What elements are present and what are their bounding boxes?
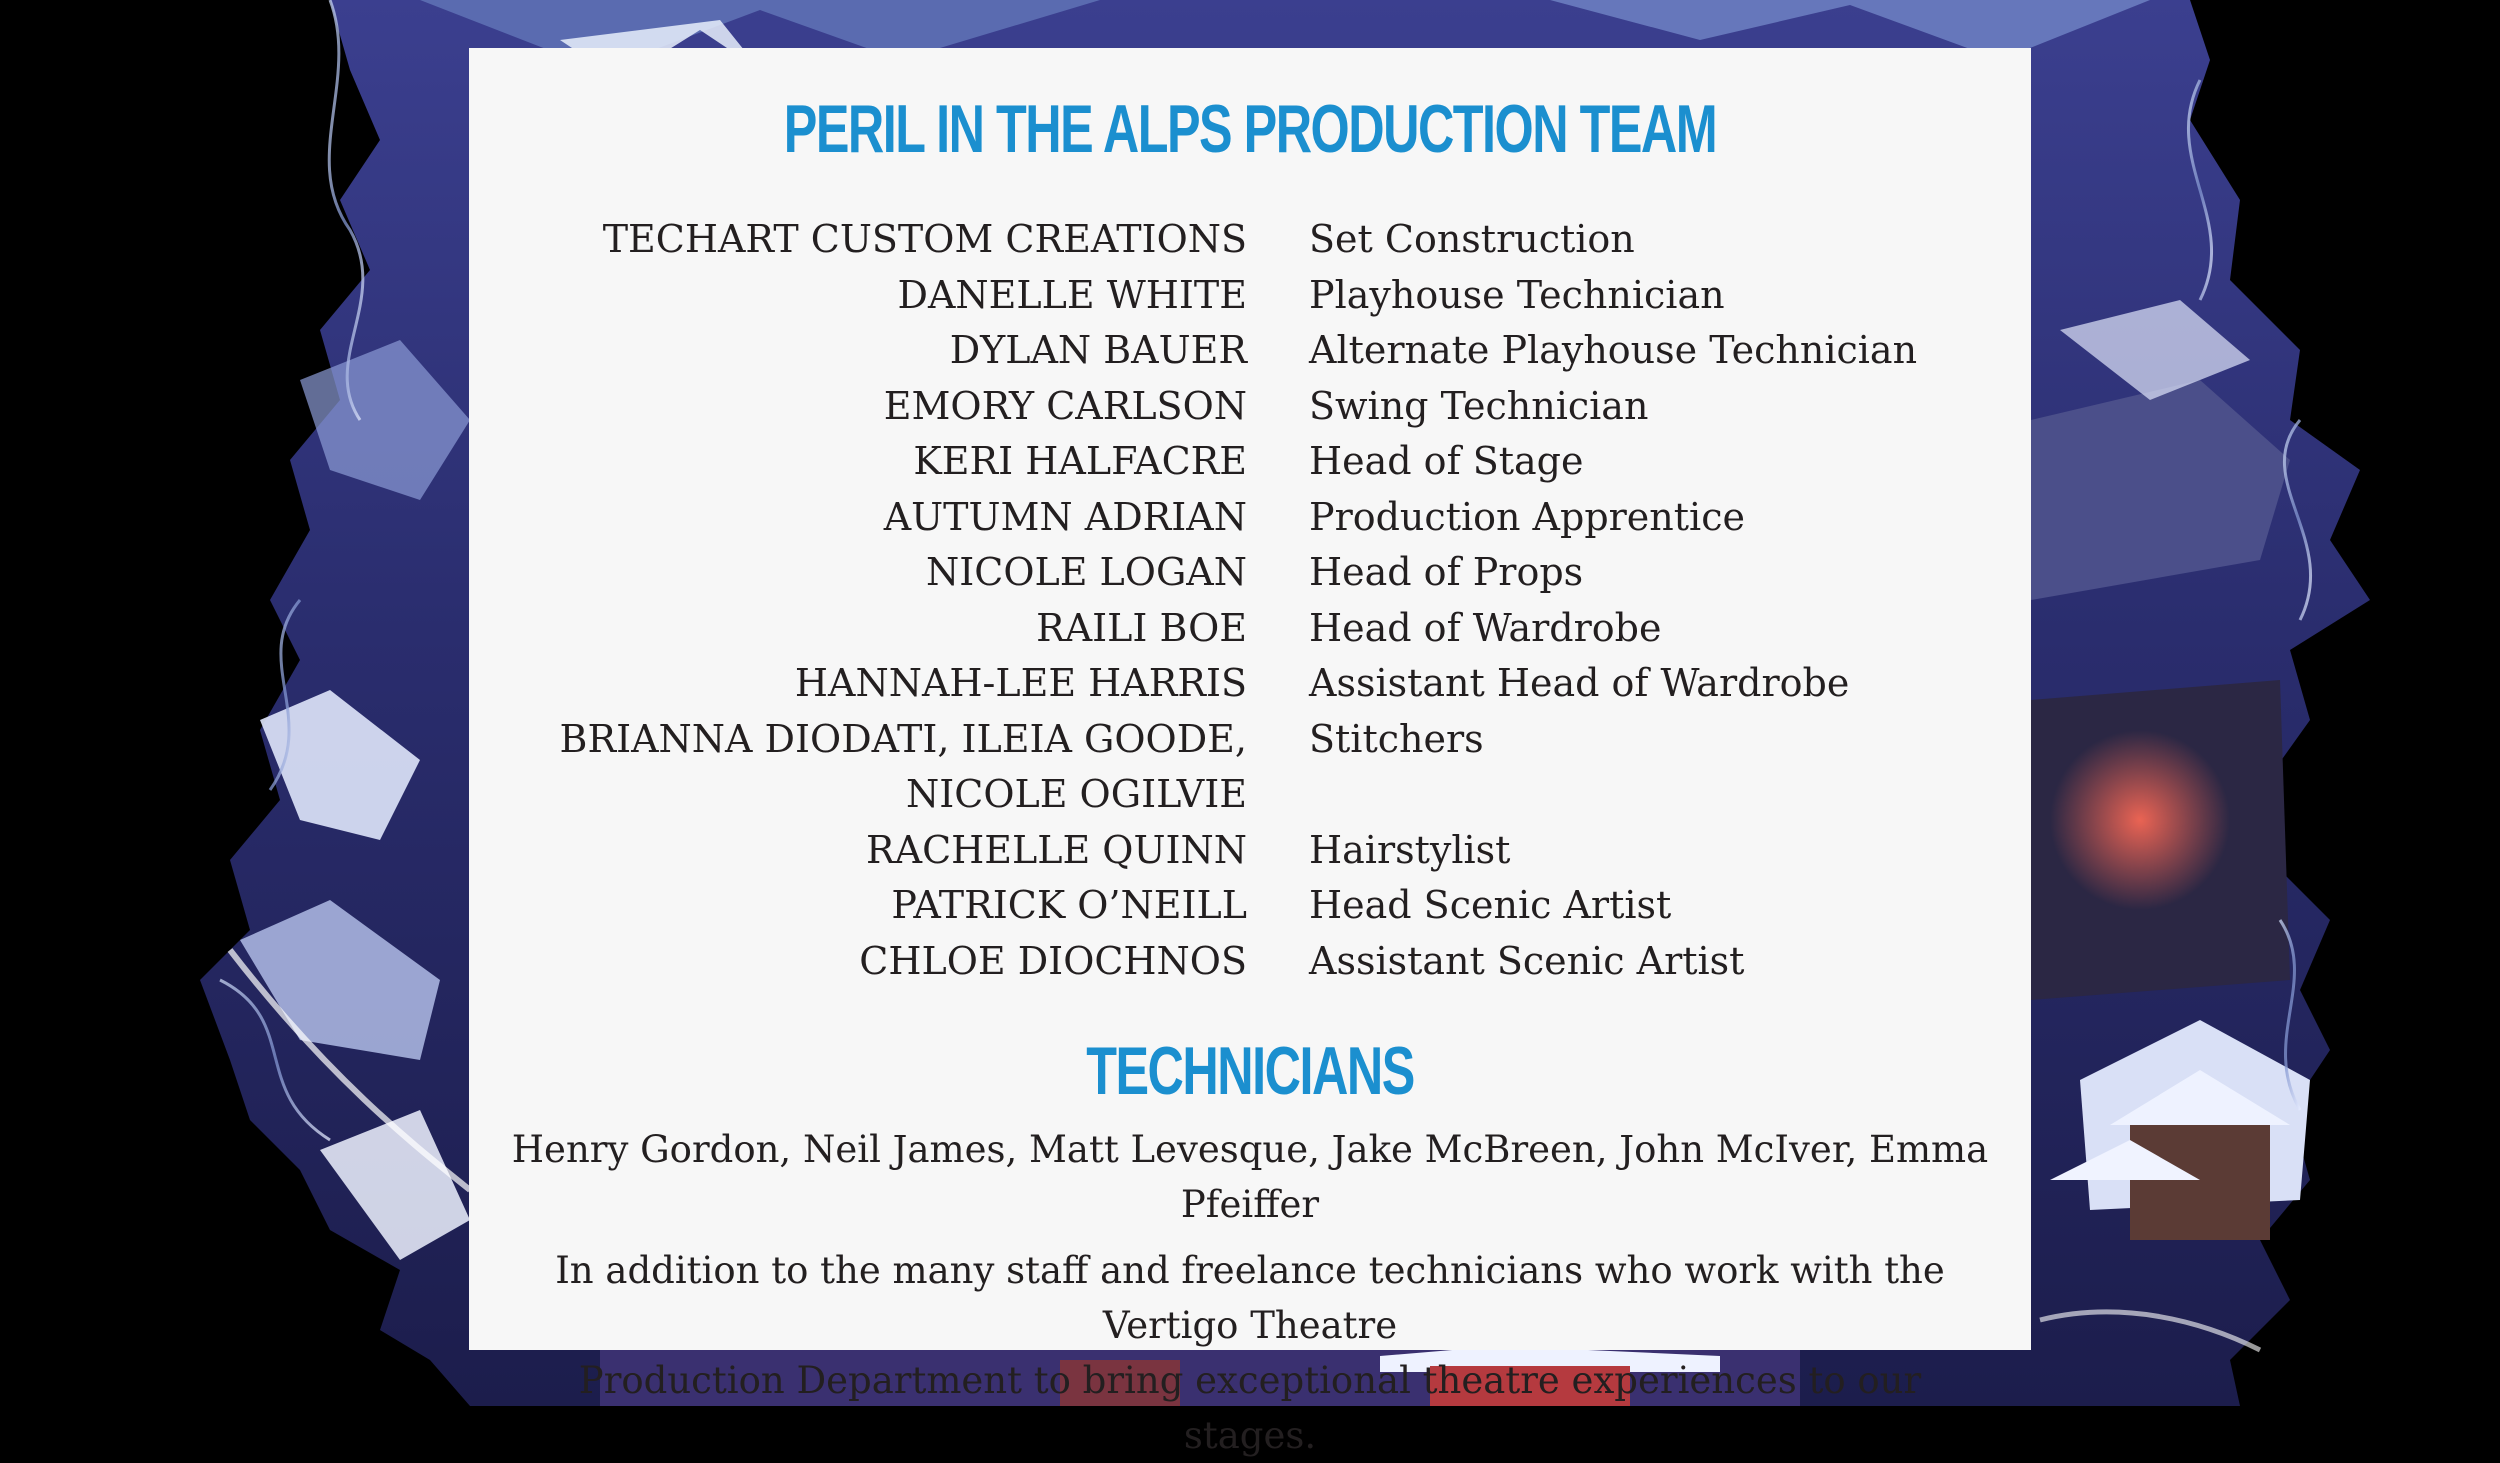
team-member-role: Head Scenic Artist — [1309, 883, 1672, 927]
team-row — [469, 767, 2031, 823]
team-member-name: NICOLE LOGAN — [926, 550, 1247, 594]
team-member-name: NICOLE OGILVIE — [906, 772, 1247, 816]
team-row — [469, 268, 2031, 324]
team-row — [469, 545, 2031, 601]
team-row — [469, 323, 2031, 379]
team-member-name: EMORY CARLSON — [883, 383, 1247, 428]
team-row — [469, 878, 2031, 934]
team-row — [469, 934, 2031, 990]
team-member-name: DYLAN BAUER — [949, 328, 1247, 372]
team-member-name: PATRICK O’NEILL — [891, 883, 1247, 927]
credits-card — [469, 48, 2031, 1457]
team-row — [469, 823, 2031, 879]
team-member-role: Assistant Scenic Artist — [1309, 938, 1745, 983]
team-member-name: BRIANNA DIODATI, ILEIA GOODE, — [559, 716, 1247, 761]
team-member-role: Swing Technician — [1309, 383, 1649, 428]
team-member-name: RACHELLE QUINN — [866, 827, 1247, 872]
thanks-note — [529, 1243, 1971, 1463]
production-team-heading: PERIL IN THE ALPS PRODUCTION TEAM — [783, 91, 1717, 167]
team-member-name: RAILI BOE — [1036, 605, 1247, 650]
team-member-role: Head of Stage — [1309, 439, 1584, 483]
team-member-role: Assistant Head of Wardrobe — [1309, 661, 1850, 705]
team-member-role: Production Apprentice — [1309, 494, 1745, 539]
technicians-names: Henry Gordon, Neil James, Matt Levesque, Jake McBreen, John McIver, Emma Pfeiffer — [511, 1128, 1989, 1226]
team-row — [469, 212, 2031, 268]
technicians-heading: TECHNICIANS — [1086, 1033, 1414, 1109]
team-member-role: Set Construction — [1309, 217, 1635, 261]
team-member-name: TECHART CUSTOM CREATIONS — [602, 217, 1247, 261]
thanks-line: In addition to the many staff and freelance technicians who work with the Vertigo Theatre — [555, 1249, 1945, 1347]
team-member-name: HANNAH-LEE HARRIS — [794, 661, 1247, 705]
team-member-name: CHLOE DIOCHNOS — [859, 938, 1247, 983]
team-row — [469, 656, 2031, 712]
team-row — [469, 490, 2031, 546]
team-member-name: AUTUMN ADRIAN — [883, 494, 1247, 539]
team-row — [469, 601, 2031, 657]
team-member-role: Head of Wardrobe — [1309, 605, 1662, 650]
team-member-role: Stitchers — [1309, 716, 1484, 761]
team-row — [469, 712, 2031, 768]
team-member-role: Head of Props — [1309, 550, 1584, 594]
team-member-name: DANELLE WHITE — [897, 272, 1247, 317]
team-row — [469, 379, 2031, 435]
thanks-line: Production Department to bring exceptional theatre experiences to our stages. — [578, 1359, 1922, 1457]
team-member-name: KERI HALFACRE — [913, 439, 1247, 483]
team-member-role: Alternate Playhouse Technician — [1309, 328, 1918, 372]
production-team-list — [469, 212, 2031, 989]
team-member-role: Hairstylist — [1309, 827, 1511, 872]
team-member-role: Playhouse Technician — [1309, 272, 1725, 317]
team-row — [469, 434, 2031, 490]
